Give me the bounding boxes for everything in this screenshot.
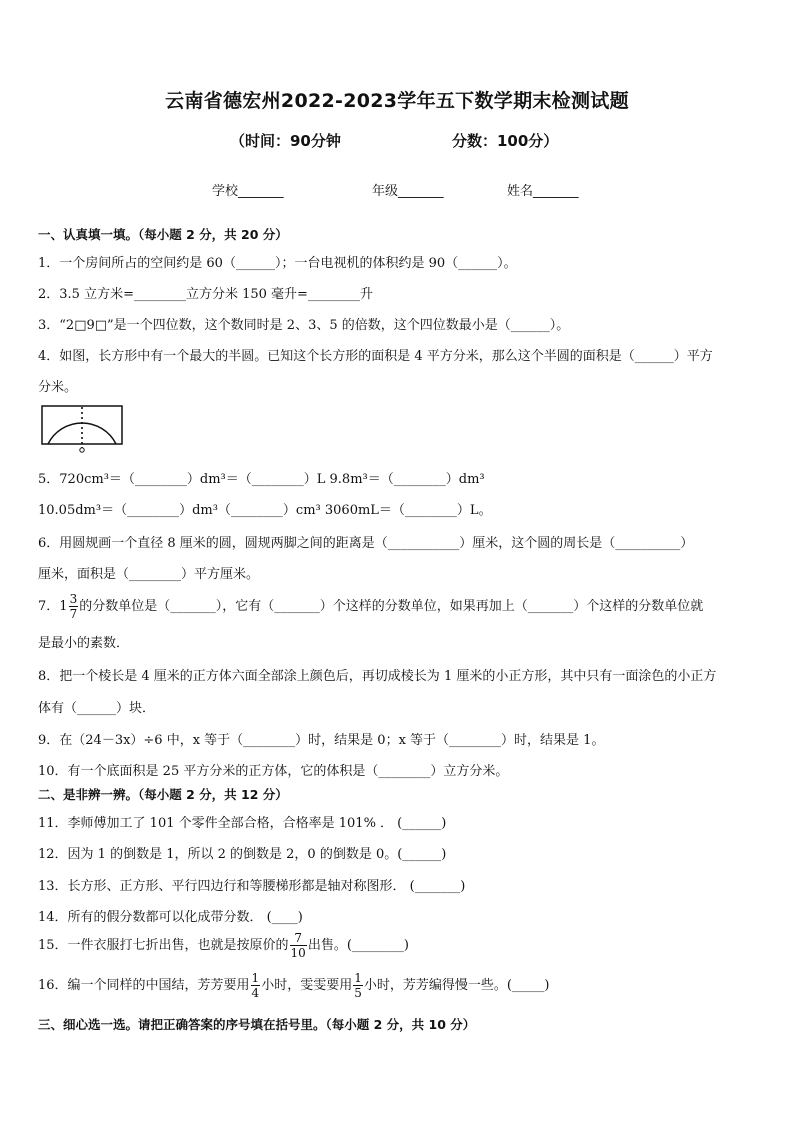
question-16 [38,971,550,1000]
question-8-cont: 体有（______）块． [38,701,156,716]
question-13: 13．长方形、正方形、平行四边行和等腰梯形都是轴对称图形． (_______) [38,879,466,894]
question-10: 10．有一个底面积是 25 平方分米的正方体，它的体积是（________）立方分米。 [38,764,509,779]
question-12: 12．因为 1 的倒数是 1，所以 2 的倒数是 2，0 的倒数是 0。(______) [38,847,447,862]
q15-numerator: 7 [290,931,307,946]
q16-tail: 小时，芳芳编得慢一些。(_____) [363,978,550,993]
q16-denominator-2: 5 [354,986,362,1000]
rectangle-semicircle-figure [40,404,124,454]
question-15 [38,931,409,960]
q16-fraction-1 [251,971,261,1000]
section-heading-2: 二、是非辨一辨。（每小题 2 分，共 12 分） [38,787,288,802]
q16-text: 16．编一个同样的中国结，芳芳要用 [38,978,250,993]
q7-denominator: 7 [69,607,78,621]
exam-time: （时间：90分钟 [230,132,341,150]
q7-numerator: 3 [69,592,78,606]
q7-fraction [69,592,79,621]
question-9: 9．在（24－3x）÷6 中，x 等于（________）时，结果是 0；x 等于（________）时，结果是 1。 [38,733,605,748]
q7-prefix: 7． [38,599,60,614]
question-7 [38,592,703,621]
q16-denominator-1: 4 [251,986,260,1000]
question-2: 2．3.5 立方米=________立方分米 150 毫升=________升 [38,287,373,302]
q16-middle: 小时，雯雯要用 [261,978,353,993]
question-11: 11．李师傅加工了 101 个零件全部合格，合格率是 101% ． (______) [38,816,447,831]
q16-numerator-2: 1 [354,971,362,985]
question-8: 8．把一个棱长是 4 厘米的正方体六面全部涂上颜色后，再切成棱长为 1 厘米的小正方形，其中只有一面涂色的小正方 [38,669,717,684]
question-14: 14．所有的假分数都可以化成带分数． (____) [38,910,303,925]
q7-whole: 1 [59,599,68,614]
question-1: 1．一个房间所占的空间约是 60（______）；一台电视机的体积约是 90（______）。 [38,256,517,271]
q16-numerator-1: 1 [251,971,260,985]
question-4: 4．如图，长方形中有一个最大的半圆。已知这个长方形的面积是 4 平方分米，那么这个半圆的面积是（______）平方 [38,349,713,364]
question-6: 6．用圆规画一个直径 8 厘米的圆，圆规两脚之间的距离是（___________）厘米，这个圆的周长是（__________） [38,536,694,551]
q16-fraction-2 [353,971,363,1000]
question-3: 3．“2□9□”是一个四位数，这个数同时是 2、3、5 的倍数，这个四位数最小是（______）。 [38,318,570,333]
q15-denominator: 10 [290,946,306,960]
question-5: 5．720cm³＝（________）dm³＝（________）L 9.8m³＝（________）dm³ [38,472,485,487]
school-field[interactable]: 学校_______ [212,184,284,199]
grade-field[interactable]: 年级_______ [372,184,444,199]
question-6-cont: 厘米，面积是（________）平方厘米。 [38,567,260,582]
question-4-cont: 分米。 [38,380,78,395]
q15-fraction [290,931,307,960]
question-7-cont: 是最小的素数． [38,636,130,651]
exam-meta [230,130,559,151]
question-5-cont: 10.05dm³＝（________）dm³（________）cm³ 3060mL＝（________）L。 [38,503,492,518]
q15-text: 15．一件衣服打七折出售，也就是按原价的 [38,938,289,953]
name-field[interactable]: 姓名_______ [507,184,579,199]
q7-text: 的分数单位是（_______），它有（_______）个这样的分数单位，如果再加上（_______）个这样的分数单位就 [79,599,704,614]
page-title: 云南省德宏州2022-2023学年五下数学期末检测试题 [165,90,629,112]
section-heading-3: 三、细心选一选。请把正确答案的序号填在括号里。（每小题 2 分，共 10 分） [38,1017,476,1032]
section-heading-1: 一、认真填一填。（每小题 2 分，共 20 分） [38,227,288,242]
q15-tail: 出售。(________) [307,938,409,953]
exam-score: 分数：100分） [452,132,559,150]
